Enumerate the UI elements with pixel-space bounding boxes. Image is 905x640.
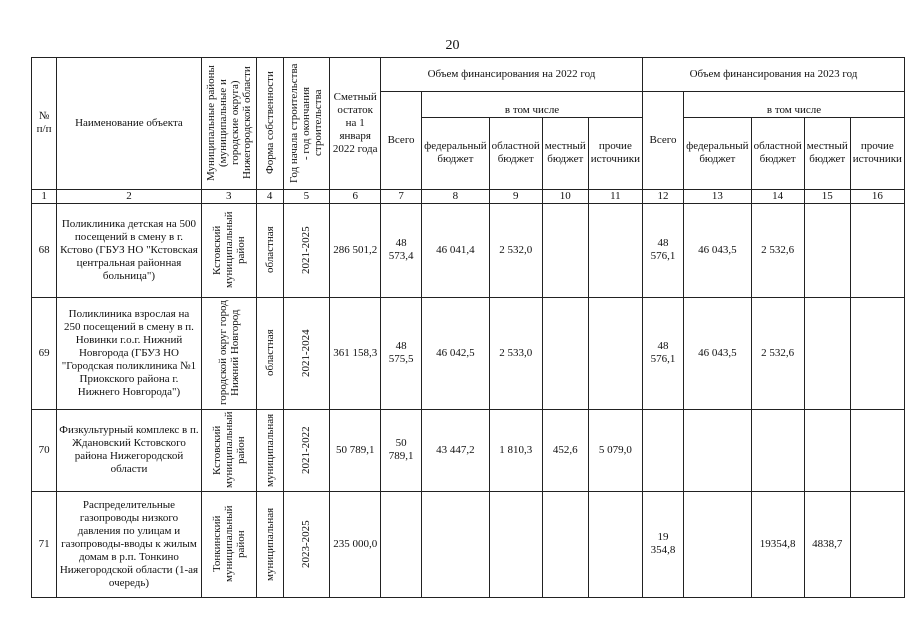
- regional-2023-cell: [751, 409, 804, 491]
- col-num: 12: [642, 189, 683, 203]
- local-2023-cell: [804, 409, 850, 491]
- total-2023-cell: 48 576,1: [642, 203, 683, 297]
- remaining-cell: 235 000,0: [330, 491, 381, 597]
- district-cell: городской округ город Нижний Новгород: [201, 297, 256, 409]
- total-2022-cell: [381, 491, 422, 597]
- header-total-2023: Всего: [642, 92, 683, 190]
- col-num: 14: [751, 189, 804, 203]
- header-district: Муниципальные районы (муниципальные и городские округа) Нижегородской области: [201, 58, 256, 190]
- row-number: 69: [32, 297, 57, 409]
- header-remaining: Сметный остаток на 1 января 2022 года: [330, 58, 381, 190]
- regional-2023-cell: 2 532,6: [751, 297, 804, 409]
- federal-2022-cell: 43 447,2: [422, 409, 490, 491]
- regional-2023-cell: 2 532,6: [751, 203, 804, 297]
- federal-2023-cell: 46 043,5: [684, 203, 752, 297]
- col-num: 2: [57, 189, 202, 203]
- table-row: [32, 297, 905, 409]
- total-2022-cell: 48 575,5: [381, 297, 422, 409]
- header-other-2022: прочие источники: [588, 117, 642, 189]
- other-2023-cell: [850, 297, 904, 409]
- col-num: 11: [588, 189, 642, 203]
- col-num: 10: [542, 189, 588, 203]
- total-2022-cell: 50 789,1: [381, 409, 422, 491]
- row-number: 71: [32, 491, 57, 597]
- header-total-2022: Всего: [381, 92, 422, 190]
- district-cell: Тонкинский муниципальный район: [201, 491, 256, 597]
- federal-2023-cell: 46 043,5: [684, 297, 752, 409]
- other-2022-cell: [588, 491, 642, 597]
- years-cell: 2021-2025: [283, 203, 330, 297]
- other-2022-cell: [588, 297, 642, 409]
- local-2022-cell: [542, 203, 588, 297]
- object-name: Физкультурный комплекс в п. Ждановский Кстовского района Нижегородской области: [57, 409, 202, 491]
- object-name: Поликлиника детская на 500 посещений в смену в г. Кстово (ГБУЗ НО "Кстовская центральная районная больница"): [57, 203, 202, 297]
- header-federal-2022: федеральный бюджет: [422, 117, 490, 189]
- object-name: Распределительные газопроводы низкого давления по улицам и газопроводы-вводы к жилым домам в р.п. Тонкино Нижегородской области (1-ая очередь): [57, 491, 202, 597]
- federal-2022-cell: 46 041,4: [422, 203, 490, 297]
- object-name: Поликлиника взрослая на 250 посещений в смену в п. Новинки г.о.г. Нижний Новгорода (ГБУЗ НО "Городская поликлиника №1 Приокского района г. Нижнего Новгорода"): [57, 297, 202, 409]
- other-2022-cell: 5 079,0: [588, 409, 642, 491]
- header-other-2023: прочие источники: [850, 117, 904, 189]
- header-row: [32, 58, 905, 92]
- col-num: 5: [283, 189, 330, 203]
- table-row: [32, 409, 905, 491]
- other-2023-cell: [850, 491, 904, 597]
- local-2023-cell: [804, 297, 850, 409]
- col-num: 6: [330, 189, 381, 203]
- header-federal-2023: федеральный бюджет: [684, 117, 752, 189]
- col-num: 9: [489, 189, 542, 203]
- local-2022-cell: [542, 297, 588, 409]
- ownership-cell: муниципальная: [256, 491, 283, 597]
- ownership-cell: областная: [256, 203, 283, 297]
- col-num: 16: [850, 189, 904, 203]
- header-no: № п/п: [32, 58, 57, 190]
- district-cell: Кстовский муниципальный район: [201, 203, 256, 297]
- header-local-2022: местный бюджет: [542, 117, 588, 189]
- row-number: 70: [32, 409, 57, 491]
- local-2022-cell: [542, 491, 588, 597]
- header-name: Наименование объекта: [57, 58, 202, 190]
- header-regional-2023: областной бюджет: [751, 117, 804, 189]
- header-including-2022: в том числе: [422, 104, 643, 118]
- column-number-row: [32, 189, 905, 203]
- col-num: 1: [32, 189, 57, 203]
- ownership-cell: областная: [256, 297, 283, 409]
- regional-2022-cell: 2 532,0: [489, 203, 542, 297]
- regional-2022-cell: [489, 491, 542, 597]
- federal-2023-cell: [684, 491, 752, 597]
- other-2023-cell: [850, 409, 904, 491]
- total-2022-cell: 48 573,4: [381, 203, 422, 297]
- local-2023-cell: [804, 203, 850, 297]
- header-ownership: Форма собственности: [256, 58, 283, 190]
- header-fin-2022: Объем финансирования на 2022 год: [381, 58, 643, 92]
- page-number: 20: [445, 38, 460, 53]
- federal-2023-cell: [684, 409, 752, 491]
- header-local-2023: местный бюджет: [804, 117, 850, 189]
- row-number: 68: [32, 203, 57, 297]
- regional-2022-cell: 2 533,0: [489, 297, 542, 409]
- federal-2022-cell: 46 042,5: [422, 297, 490, 409]
- col-num: 15: [804, 189, 850, 203]
- col-num: 8: [422, 189, 490, 203]
- district-cell: Кстовский муниципальный район: [201, 409, 256, 491]
- header-including-2023: в том числе: [684, 104, 905, 118]
- remaining-cell: 361 158,3: [330, 297, 381, 409]
- investment-table: [31, 57, 905, 598]
- local-2023-cell: 4838,7: [804, 491, 850, 597]
- header-regional-2022: областной бюджет: [489, 117, 542, 189]
- col-num: 7: [381, 189, 422, 203]
- total-2023-cell: [642, 409, 683, 491]
- col-num: 3: [201, 189, 256, 203]
- total-2023-cell: 48 576,1: [642, 297, 683, 409]
- local-2022-cell: 452,6: [542, 409, 588, 491]
- other-2022-cell: [588, 203, 642, 297]
- regional-2022-cell: 1 810,3: [489, 409, 542, 491]
- federal-2022-cell: [422, 491, 490, 597]
- remaining-cell: 50 789,1: [330, 409, 381, 491]
- remaining-cell: 286 501,2: [330, 203, 381, 297]
- years-cell: 2021-2022: [283, 409, 330, 491]
- ownership-cell: муниципальная: [256, 409, 283, 491]
- header-fin-2023: Объем финансирования на 2023 год: [642, 58, 904, 92]
- years-cell: 2021-2024: [283, 297, 330, 409]
- other-2023-cell: [850, 203, 904, 297]
- col-num: 13: [684, 189, 752, 203]
- total-2023-cell: 19 354,8: [642, 491, 683, 597]
- col-num: 4: [256, 189, 283, 203]
- regional-2023-cell: 19354,8: [751, 491, 804, 597]
- table-row: [32, 491, 905, 597]
- years-cell: 2023-2025: [283, 491, 330, 597]
- table-row: [32, 203, 905, 297]
- header-years: Год начала строительства - год окончания строительства: [283, 58, 330, 190]
